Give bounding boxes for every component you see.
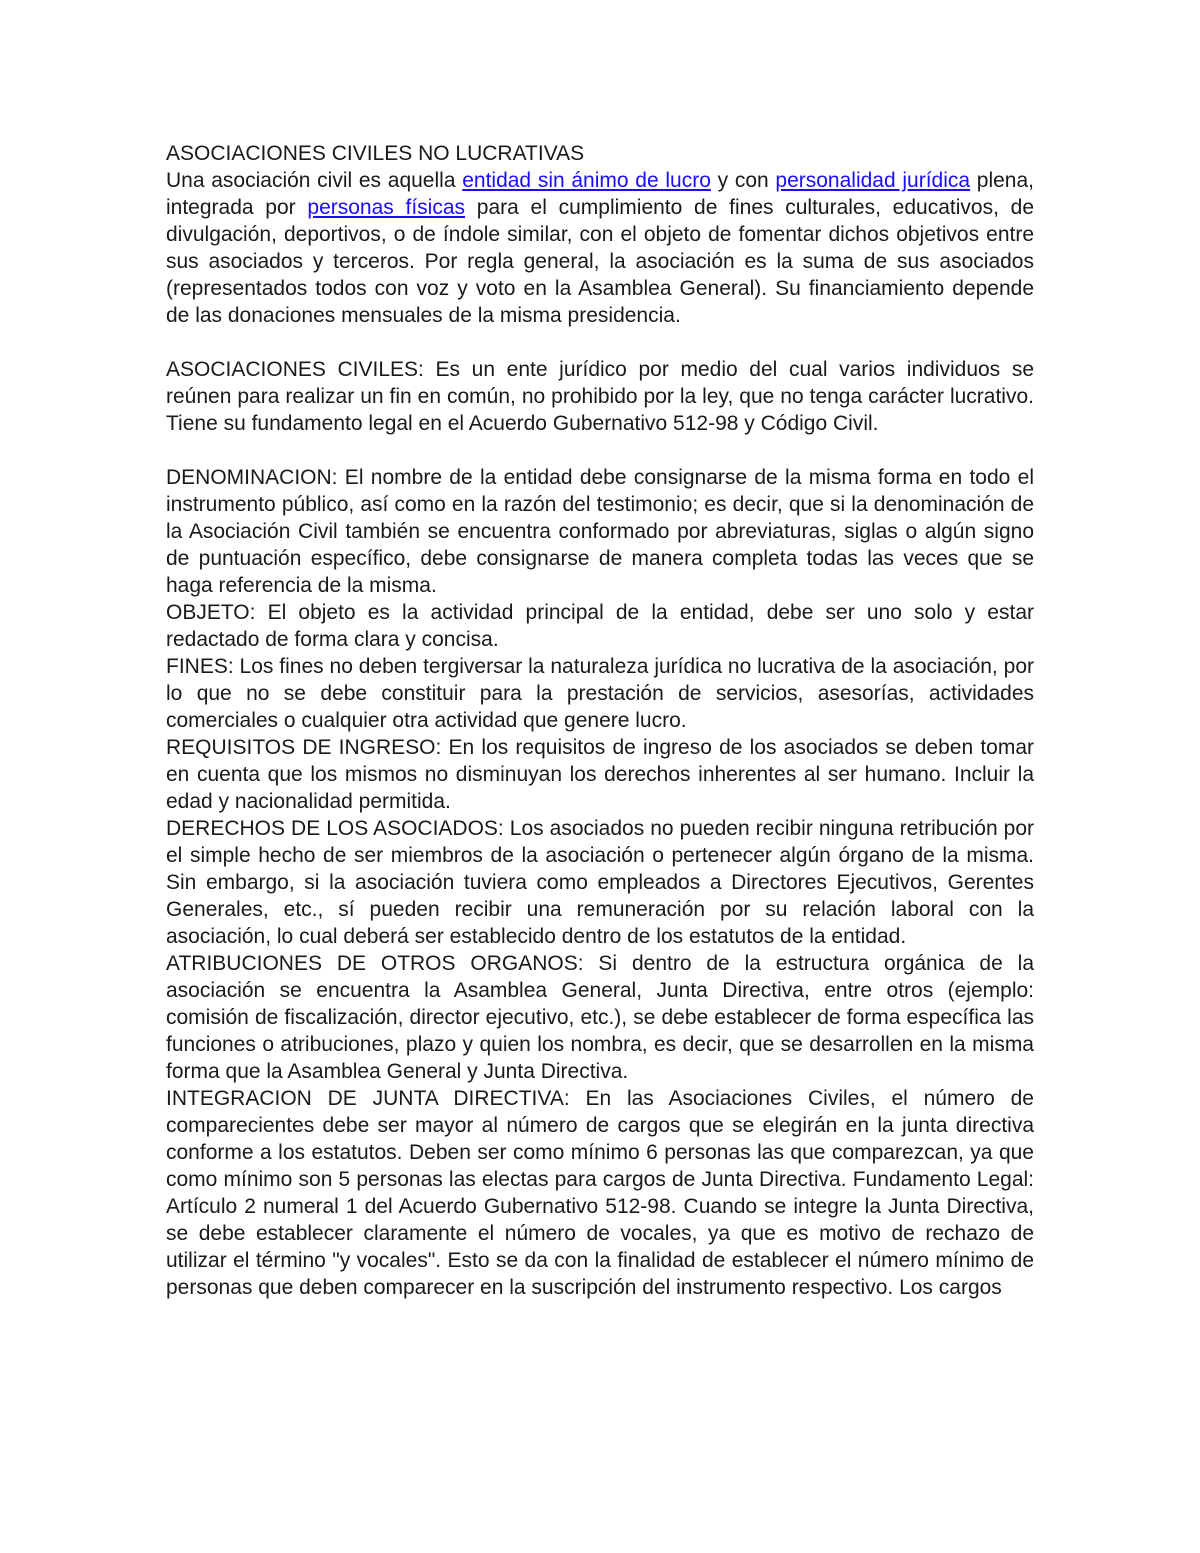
link-personas-fisicas[interactable]: personas físicas	[307, 196, 466, 219]
paragraph-spacer	[166, 437, 1034, 464]
requisitos-paragraph: REQUISITOS DE INGRESO: En los requisitos de ingreso de los asociados se deben tomar en cuenta que los mismos no disminuyan los derechos inherentes al ser humano. Incluir la edad y nacionalidad permitida.	[166, 736, 1034, 813]
document-page	[166, 140, 1034, 1301]
atribuciones-paragraph: ATRIBUCIONES DE OTROS ORGANOS: Si dentro de la estructura orgánica de la asociación se encuentra la Asamblea General, Junta Directiva, entre otros (ejemplo: comisión de fiscalización, director ejecutivo, etc.), se debe establecer de forma específica las funciones o atribuciones, plazo y quien los nombra, es decir, que se desarrollen en la misma forma que la Asamblea General y Junta Directiva.	[166, 952, 1034, 1083]
document-title: ASOCIACIONES CIVILES NO LUCRATIVAS	[166, 142, 585, 165]
integracion-paragraph: INTEGRACION DE JUNTA DIRECTIVA: En las Asociaciones Civiles, el número de comparecientes debe ser mayor al número de cargos que se elegirán en la junta directiva conforme a los estatutos. Deben ser como mínimo 6 personas las que comparezcan, ya que como mínimo son 5 personas las electas para cargos de Junta Directiva. Fundamento Legal: Artículo 2 numeral 1 del Acuerdo Gubernativo 512-98. Cuando se integre la Junta Directiva, se debe establecer claramente el número de vocales, ya que es motivo de rechazo de utilizar el término "y vocales". Esto se da con la finalidad de establecer el número mínimo de personas que deben comparecer en la suscripción del instrumento respectivo. Los cargos	[166, 1087, 1034, 1299]
link-entidad-sin-animo-de-lucro[interactable]: entidad sin ánimo de lucro	[462, 169, 711, 192]
paragraph-spacer	[166, 329, 1034, 356]
asociaciones-civiles-paragraph: ASOCIACIONES CIVILES: Es un ente jurídico por medio del cual varios individuos se reúnen para realizar un fin en común, no prohibido por la ley, que no tenga carácter lucrativo. Tiene su fundamento legal en el Acuerdo Gubernativo 512-98 y Código Civil.	[166, 358, 1034, 435]
intro-text-2: y con	[710, 169, 776, 192]
intro-text-1: Una asociación civil es aquella	[166, 169, 463, 192]
intro-paragraph	[166, 167, 1034, 329]
link-personalidad-juridica[interactable]: personalidad jurídica	[775, 169, 971, 192]
denominacion-paragraph: DENOMINACION: El nombre de la entidad debe consignarse de la misma forma en todo el instrumento público, así como en la razón del testimonio; es decir, que si la denominación de la Asociación Civil también se encuentra conformado por abreviaturas, siglas o algún signo de puntuación específico, debe consignarse de manera completa todas las veces que se haga referencia de la misma.	[166, 466, 1034, 597]
fines-paragraph: FINES: Los fines no deben tergiversar la naturaleza jurídica no lucrativa de la asociación, por lo que no se debe constituir para la prestación de servicios, asesorías, actividades comerciales o cualquier otra actividad que genere lucro.	[166, 655, 1034, 732]
objeto-paragraph: OBJETO: El objeto es la actividad principal de la entidad, debe ser uno solo y estar redactado de forma clara y concisa.	[166, 601, 1034, 651]
intro-text-4: para el cumplimiento de fines culturales, educativos, de divulgación, deportivos, o de índole similar, con el objeto de fomentar dichos objetivos entre sus asociados y terceros. Por regla general, la asociación es la suma de sus asociados (representados todos con voz y voto en la Asamblea General). Su financiamiento depende de las donaciones mensuales de la misma presidencia.	[166, 196, 1034, 327]
derechos-paragraph: DERECHOS DE LOS ASOCIADOS: Los asociados no pueden recibir ninguna retribución por el simple hecho de ser miembros de la asociación o pertenecer algún órgano de la misma. Sin embargo, si la asociación tuviera como empleados a Directores Ejecutivos, Gerentes Generales, etc., sí pueden recibir una remuneración por su relación laboral con la asociación, lo cual deberá ser establecido dentro de los estatutos de la entidad.	[166, 817, 1034, 948]
intro-text-3: plena, integrada por	[166, 169, 1034, 219]
